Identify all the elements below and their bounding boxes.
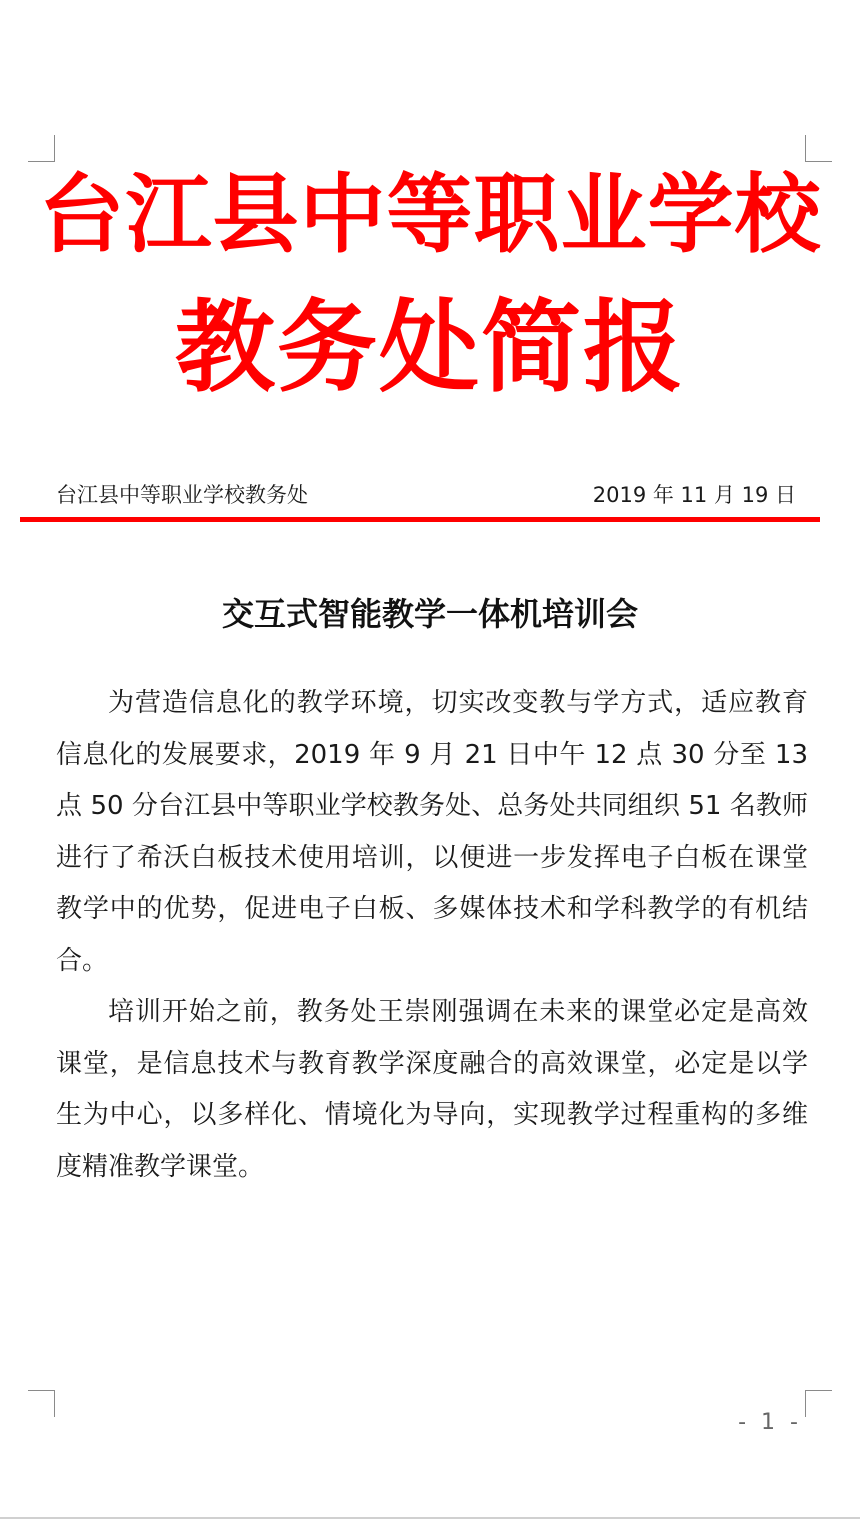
issuer: 台江县中等职业学校教务处 <box>56 483 308 507</box>
issuer-row <box>56 478 796 512</box>
crop-mark-bottom-left <box>28 1390 55 1417</box>
article-paragraph-1: 为营造信息化的教学环境，切实改变教与学方式，适应教育信息化的发展要求，2019 年 9 月 21 日中午 12 点 30 分至 13 点 50 分台江县中等职业学校教务处、总务处共同组织 51 名教师进行了希沃白板技术使用培训，以便进一步发挥电子白板在课堂教学中的优势，促进电子白板、多媒体技术和学科教学的有机结合。 <box>56 688 808 976</box>
article-paragraph-2: 培训开始之前，教务处王崇刚强调在未来的课堂必定是高效课堂，是信息技术与教育教学深度融合的高效课堂，必定是以学生为中心，以多样化、情境化为导向，实现教学过程重构的多维度精准教学课堂。 <box>56 997 808 1182</box>
masthead-bulletin-name: 教务处简报 <box>175 289 685 406</box>
red-divider <box>20 517 820 522</box>
masthead-school-name: 台江县中等职业学校 <box>38 165 822 265</box>
article-body <box>56 678 808 1193</box>
crop-mark-bottom-right <box>805 1390 832 1417</box>
page-number: - 1 - <box>738 1410 802 1435</box>
crop-mark-top-right <box>805 135 832 162</box>
page-edge <box>0 1517 860 1519</box>
crop-mark-top-left <box>28 135 55 162</box>
issue-date: 2019 年 11 月 19 日 <box>592 483 796 507</box>
article-title: 交互式智能教学一体机培训会 <box>221 595 638 633</box>
